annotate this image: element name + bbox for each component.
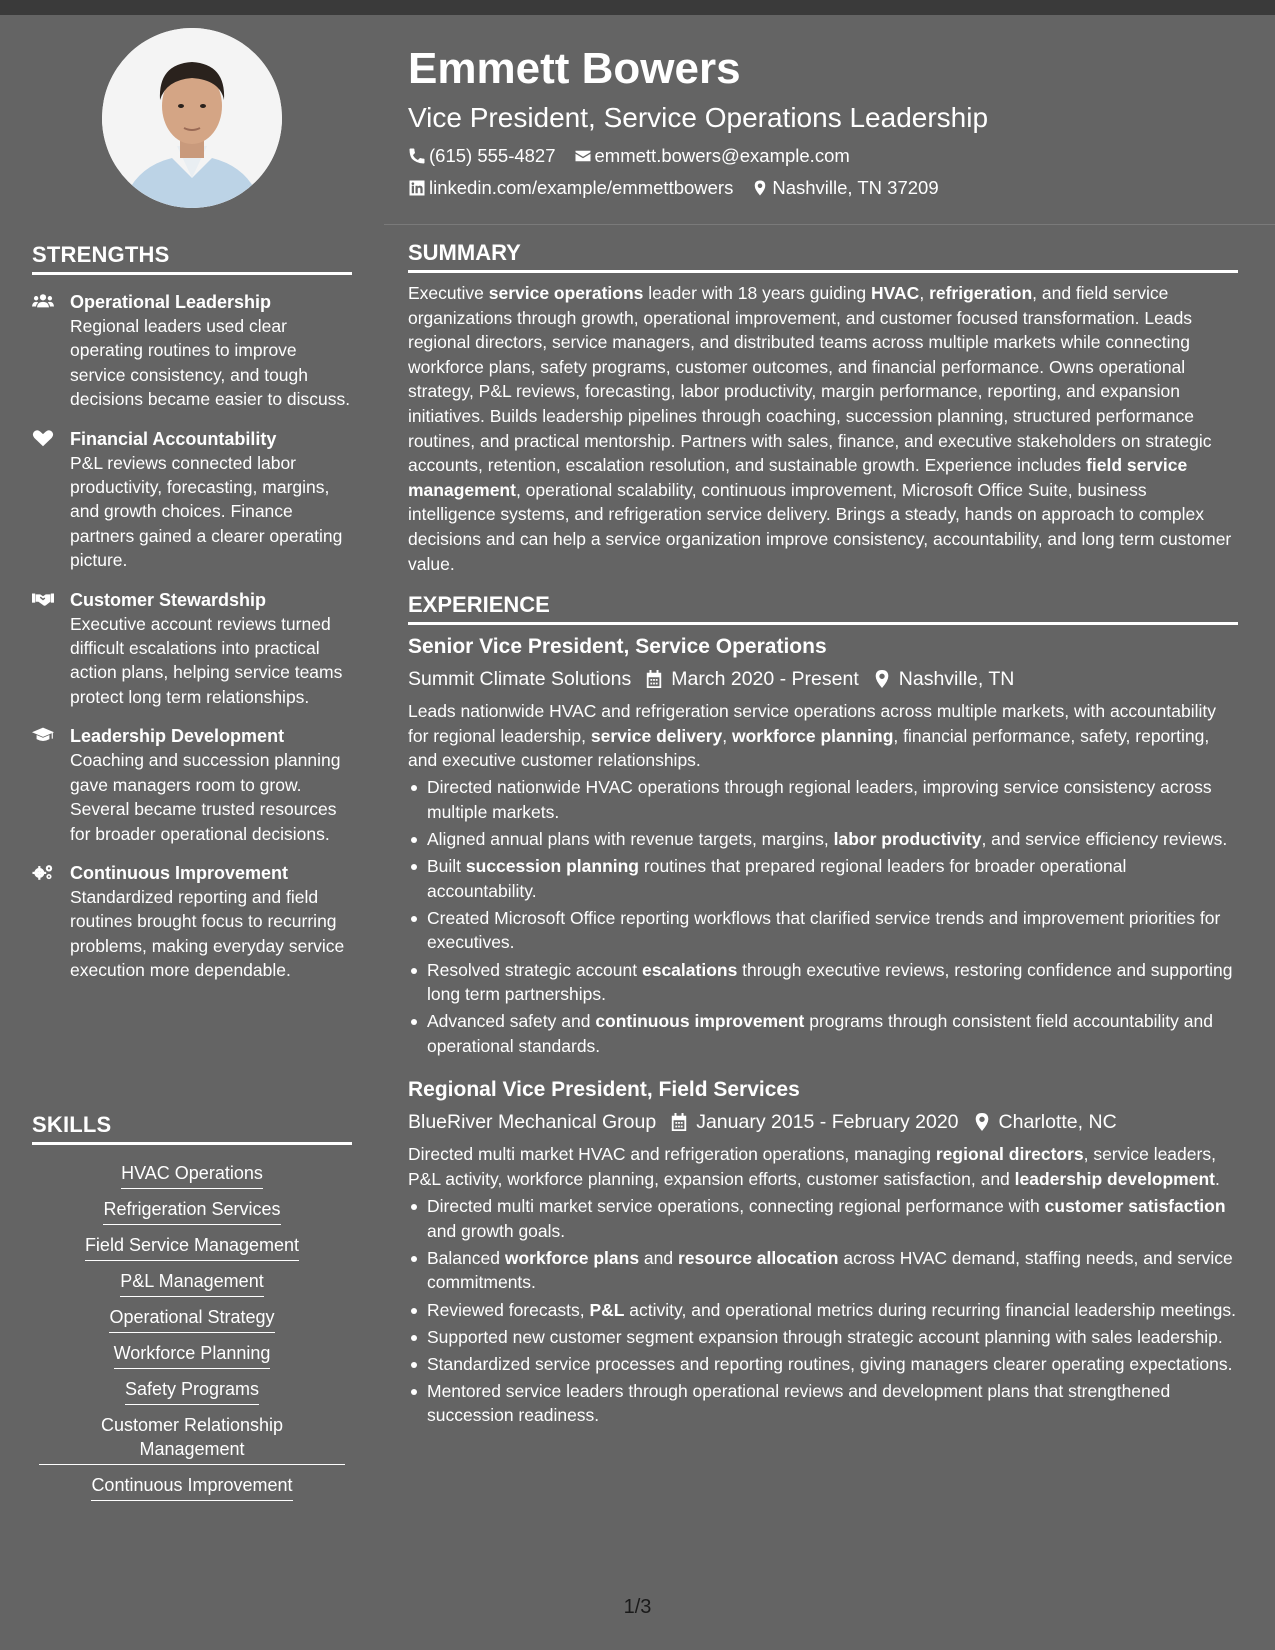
strength-text: Coaching and succession planning gave managers room to grow. Several became trusted resources for broader operational decisions.: [70, 750, 341, 844]
bullet-item: Mentored service leaders through operational reviews and development plans that strengthened succession readiness.: [408, 1379, 1238, 1428]
contact-row: [408, 142, 1238, 170]
map-pin-icon: [751, 179, 769, 197]
bullet-item: Advanced safety and continuous improvement programs through consistent field accountability and operational standards.: [408, 1009, 1238, 1058]
strength-item: [32, 861, 352, 983]
candidate-title: Vice President, Service Operations Leadership: [408, 102, 989, 133]
bold-text: escalations: [641, 959, 738, 980]
page-number: 1/3: [623, 1596, 652, 1618]
job-meta: [408, 1108, 1238, 1136]
strength-text: P&L reviews connected labor productivity, forecasting, margins, and growth choices. Finance partners gained a clearer operating picture.: [70, 452, 343, 571]
bold-text: field service management: [408, 455, 1188, 500]
map-pin-icon: [873, 669, 891, 689]
experience-section: [408, 592, 1238, 1428]
calendar-icon: [645, 669, 663, 689]
experience-heading: EXPERIENCE: [408, 592, 1238, 625]
job-location: Nashville, TN: [898, 668, 1015, 691]
strength-text: Executive account reviews turned difficult escalations into practical action plans, helping service teams protect long term relationships.: [70, 613, 343, 707]
skill-item: Refrigeration Services: [32, 1189, 352, 1225]
skill-item: Safety Programs: [32, 1369, 352, 1405]
bold-text: resource allocation: [678, 1247, 839, 1268]
job-bullets: [408, 775, 1238, 1058]
bold-text: refrigeration: [929, 283, 1033, 303]
bullet-item: Created Microsoft Office reporting workflows that clarified service trends and improvement priorities for executives.: [408, 906, 1238, 955]
email-contact[interactable]: emmett.bowers@example.com: [574, 142, 850, 170]
bullet-item: Reviewed forecasts, P&L activity, and operational metrics during recurring financial leadership meetings.: [408, 1298, 1238, 1323]
job-company: BlueRiver Mechanical Group: [408, 1111, 657, 1134]
handshake-icon: [32, 588, 70, 710]
bold-text: P&L: [589, 1299, 625, 1320]
phone-icon: [408, 147, 426, 165]
strength-text: Regional leaders used clear operating routines to improve service consistency, and tough decisions became easier to discuss.: [70, 316, 351, 410]
job-bullets: [408, 1194, 1238, 1428]
top-bar: [0, 0, 1275, 15]
strength-title: Leadership Development: [70, 726, 285, 747]
location-contact: Nashville, TN 37209: [751, 174, 938, 202]
bullet-item: Built succession planning routines that prepared regional leaders for broader operational accountability.: [408, 854, 1238, 903]
envelope-icon: [574, 147, 592, 165]
contact-row: [408, 174, 1238, 202]
bold-text: continuous improvement: [595, 1011, 805, 1032]
strength-item: [32, 724, 352, 846]
job-entry: [408, 1076, 1238, 1428]
heart-icon: [32, 427, 70, 573]
graduation-cap-icon: [32, 724, 70, 846]
gears-icon: [32, 861, 70, 983]
phone-contact: (615) 555-4827: [408, 142, 556, 170]
strengths-section: [32, 242, 352, 983]
bold-text: service delivery: [590, 725, 723, 746]
bullet-item: Balanced workforce plans and resource allocation across HVAC demand, staffing needs, and service commitments.: [408, 1246, 1238, 1295]
skill-list: [32, 1153, 352, 1501]
strength-title: Financial Accountability: [70, 428, 277, 449]
calendar-icon: [670, 1112, 688, 1132]
bold-text: workforce plans: [504, 1247, 640, 1268]
bold-text: succession planning: [465, 856, 640, 877]
bold-text: customer satisfaction: [1044, 1196, 1226, 1217]
profile-photo: [102, 28, 282, 208]
resume-header: [408, 40, 1238, 202]
bullet-item: Directed nationwide HVAC operations through regional leaders, improving service consistency across multiple markets.: [408, 775, 1238, 824]
skill-item: Workforce Planning: [32, 1333, 352, 1369]
linkedin-contact[interactable]: linkedin.com/example/emmettbowers: [408, 174, 733, 202]
skill-item: Continuous Improvement: [32, 1465, 352, 1501]
job-description: Directed multi market HVAC and refrigeration operations, managing regional directors, service leaders, P&L activity, workforce planning, expansion efforts, customer satisfaction, and leadership development.: [408, 1144, 1220, 1190]
skill-item: P&L Management: [32, 1261, 352, 1297]
bold-text: leadership development: [1014, 1169, 1215, 1190]
job-title: Senior Vice President, Service Operations: [408, 635, 827, 659]
bold-text: service operations: [488, 283, 644, 303]
bold-text: HVAC: [871, 283, 920, 303]
skill-item: Customer Relationship Management: [32, 1405, 352, 1465]
skill-item: HVAC Operations: [32, 1153, 352, 1189]
bullet-item: Aligned annual plans with revenue targets, margins, labor productivity, and service efficiency reviews.: [408, 827, 1238, 852]
strength-item: [32, 427, 352, 573]
skill-item: Field Service Management: [32, 1225, 352, 1261]
summary-section: [408, 240, 1238, 576]
bullet-item: Directed multi market service operations, connecting regional performance with customer satisfaction and growth goals.: [408, 1194, 1238, 1243]
users-icon: [32, 290, 70, 412]
linkedin-icon: [408, 179, 426, 197]
strengths-heading: STRENGTHS: [32, 242, 352, 275]
bullet-item: Supported new customer segment expansion through strategic account planning with sales leadership.: [408, 1325, 1238, 1350]
strength-title: Operational Leadership: [70, 292, 272, 312]
job-description: Leads nationwide HVAC and refrigeration service operations across multiple markets, with accountability for regional leadership, service delivery, workforce planning, financial performance, safety, reporting, and executive customer relationships.: [408, 701, 1216, 771]
skill-item: Operational Strategy: [32, 1297, 352, 1333]
job-dates: March 2020 - Present: [671, 668, 859, 691]
strength-item: [32, 588, 352, 710]
map-pin-icon: [973, 1112, 991, 1132]
job-location: Charlotte, NC: [998, 1111, 1117, 1134]
bullet-item: Resolved strategic account escalations through executive reviews, restoring confidence and supporting long term partnerships.: [408, 958, 1238, 1007]
skills-heading: SKILLS: [32, 1112, 352, 1145]
strength-title: Continuous Improvement: [70, 862, 289, 883]
job-title: Regional Vice President, Field Services: [408, 1078, 800, 1102]
candidate-name: Emmett Bowers: [408, 44, 741, 93]
bold-text: regional directors: [935, 1144, 1084, 1165]
strength-item: [32, 290, 352, 412]
bullet-item: Standardized service processes and reporting routines, giving managers clearer operating expectations.: [408, 1352, 1238, 1377]
header-divider: [384, 224, 1275, 225]
summary-text: Executive service operations leader with 18 years guiding HVAC, refrigeration, and field service organizations through growth, operational improvement, and customer focused transformation. Leads regional directors, service managers, and distributed teams across multiple markets while connecting workforce plans, safety programs, customer outcomes, and financial performance. Owns operational strategy, P&L reviews, forecasting, labor productivity, margin performance, reporting, and expansion initiatives. Builds leadership pipelines through coaching, succession planning, structured performance routines, and practical mentorship. Partners with sales, finance, and executive stakeholders on strategic accounts, retention, escalation resolution, and sustainable growth. Experience includes field service management, operational scalability, continuous improvement, Microsoft Office Suite, business intelligence systems, and refrigeration service delivery. Brings a steady, hands on approach to complex decisions and can help a service organization improve consistency, accountability, and long term customer value.: [408, 283, 1232, 574]
strength-text: Standardized reporting and field routines brought focus to recurring problems, making everyday service execution more dependable.: [70, 886, 345, 981]
job-company: Summit Climate Solutions: [408, 668, 632, 691]
job-dates: January 2015 - February 2020: [696, 1111, 959, 1134]
job-entry: [408, 633, 1238, 1058]
skills-section: [32, 1112, 352, 1501]
job-meta: [408, 665, 1238, 693]
summary-heading: SUMMARY: [408, 240, 1238, 273]
bold-text: labor productivity: [833, 829, 982, 850]
main-column: [408, 240, 1238, 1428]
bold-text: workforce planning: [731, 725, 894, 746]
strength-title: Customer Stewardship: [70, 589, 267, 610]
